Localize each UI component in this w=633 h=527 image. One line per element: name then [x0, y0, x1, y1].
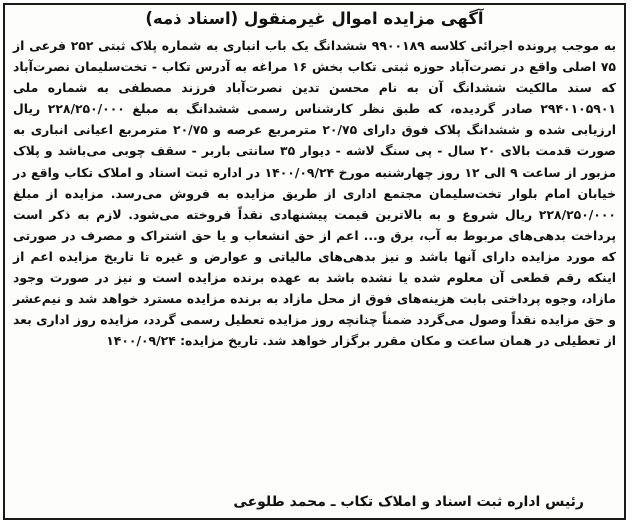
notice-body: به موجب پرونده اجرائی کلاسه ۹۹۰۰۱۸۹ ششدانگ یک باب انباری به شماره پلاک ثبتی ۲۵۲ فرعی از ۷۵ اصلی واقع در نصرت‌آباد حوزه ثبتی تکاب بخش ۱۶ مراغه به آدرس تکاب - تخت‌سلیمان نصرت‌آباد که سند مالکیت ششدانگ آن به نام محسن تدین نصرت‌آباد فرزند مصطفی به شماره ملی ۲۹۴۰۱۰۵۹۰۱ صادر گردیده، که طبق نظر کارشناس رسمی ششدانگ به مبلغ ۲۲۸/۲۵۰/۰۰۰ ریال ارزیابی شده و ششدانگ پلاک فوق دارای ۲۰/۷۵ مترمربع عرصه و ۲۰/۷۵ مترمربع اعیانی انباری به صورت قدمت بالای ۲۰ سال - پی سنگ لاشه - دیوار ۳۵ سانتی باربر - سقف چوبی می‌باشد و پلاک مزبور از ساعت ۹ الی ۱۲ روز چهارشنبه مورخ ۱۴۰۰/۰۹/۲۴ در اداره ثبت اسناد و املاک تکاب واقع در خیابان امام بلوار تخت‌سلیمان مجتمع اداری از طریق مزایده به فروش می‌رسد. مزایده از مبلغ ۲۲۸/۲۵۰/۰۰۰ ریال شروع و به بالاترین قیمت پیشنهادی نقداً فروخته می‌شود. لازم به ذکر است پرداخت بدهی‌های مربوط به آب، برق و... اعم از حق انشعاب و یا حق اشتراک و مصرف در صورتی که مورد مزایده دارای آنها باشد و نیز بدهی‌های مالیاتی و عوارض و غیره تا تاریخ مزایده اعم از اینکه رقم قطعی آن معلوم شده یا نشده باشد به عهده برنده مزایده است و نیز در صورت وجود مازاد، وجوه پرداختی بابت هزینه‌های فوق از محل مازاد به برنده مزایده مسترد خواهد شد و نیم‌عشر و حق مزایده نقداً وصول می‌گردد ضمناً چنانچه روز مزایده تعطیل رسمی گردد، مزایده روز اداری بعد از تعطیلی در همان ساعت و مکان مقرر برگزار خواهد شد. تاریخ مزایده: ۱۴۰۰/۰۹/۲۴ — [13, 38, 617, 349]
notice-title: آگهی مزایده اموال غیرمنقول (اسناد ذمه) — [145, 9, 484, 28]
auction-notice — [3, 3, 626, 520]
notice-signature: رئیس اداره ثبت اسناد و املاک تکاب ـ محمد طلوعی — [233, 494, 584, 510]
